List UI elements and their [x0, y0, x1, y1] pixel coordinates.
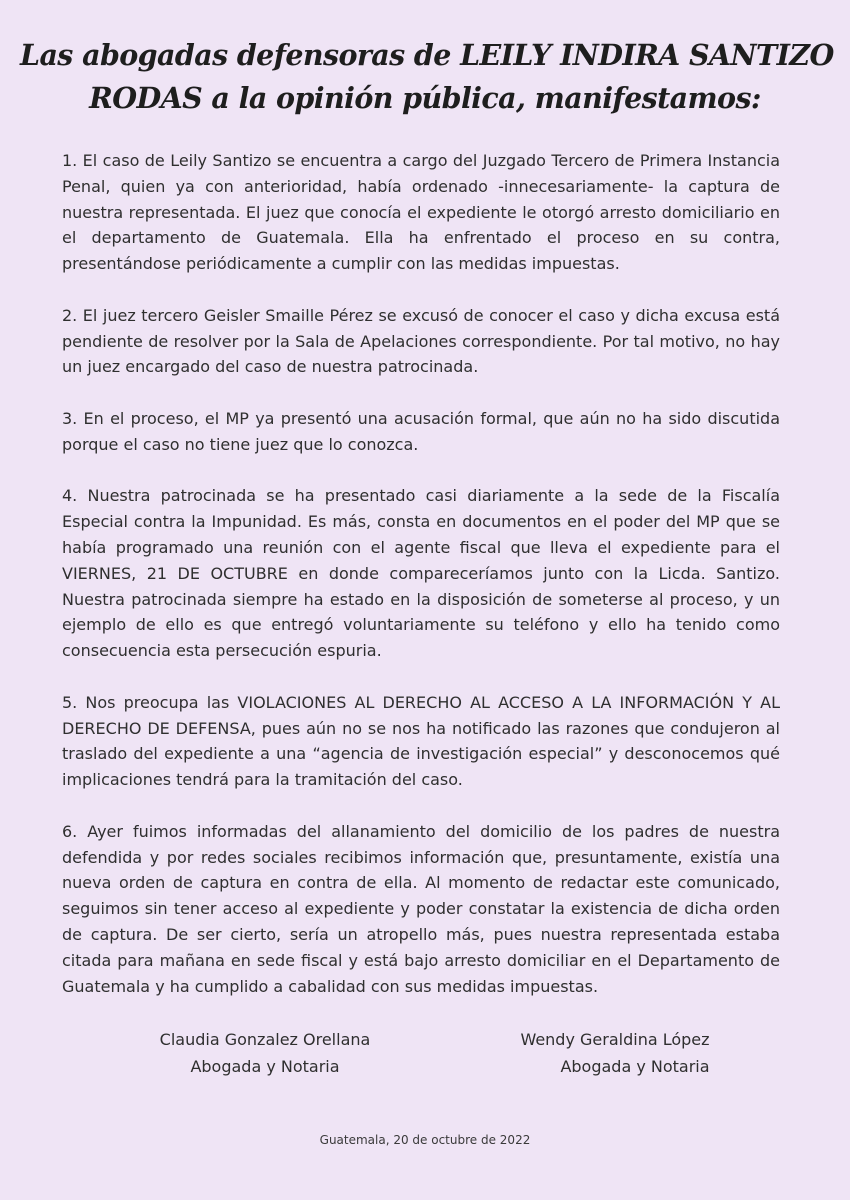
signature-role: Abogada y Notaria: [560, 1057, 710, 1076]
paragraph-2: 2. El juez tercero Geisler Smaille Pérez se excusó de conocer el caso y dicha excusa está pendiente de resolver por la Sala de Apelaciones correspondiente. Por tal motivo, no hay un juez encargado del caso de nuestra patrocinada.: [62, 305, 780, 377]
document-title: [20, 34, 834, 120]
signature-block-left: [140, 1026, 390, 1080]
title-line-2: RODAS a la opinión pública, manifestamos:: [89, 81, 761, 115]
paragraph-3: 3. En el proceso, el MP ya presentó una acusación formal, que aún no ha sido discutida porque el caso no tiene juez que lo conozca.: [62, 408, 780, 454]
paragraph-5: 5. Nos preocupa las VIOLACIONES AL DERECHO AL ACCESO A LA INFORMACIÓN Y AL DERECHO DE DEFENSA, pues aún no se nos ha notificado las razones que condujeron al traslado del expediente a una “agencia de investigación especial” y desconocemos qué implicaciones tendrá para la tramitación del caso.: [62, 692, 780, 790]
signature-block-right: [490, 1026, 740, 1080]
signature-name: Claudia Gonzalez Orellana: [159, 1030, 371, 1049]
title-line-1: Las abogadas defensoras de LEILY INDIRA SANTIZO: [20, 38, 834, 72]
paragraph-4: 4. Nuestra patrocinada se ha presentado casi diariamente a la sede de la Fiscalía Especial contra la Impunidad. Es más, consta en documentos en el poder del MP que se había programado una reunión con el agente fiscal que lleva el expediente para el VIERNES, 21 DE OCTUBRE en donde compareceríamos junto con la Licda. Santizo. Nuestra patrocinada siempre ha estado en la disposición de someterse al proceso, y un ejemplo de ello es que entregó voluntariamente su teléfono y ello ha tenido como consecuencia esta persecución espuria.: [62, 486, 780, 661]
signature-role: Abogada y Notaria: [190, 1057, 340, 1076]
paragraph-6: 6. Ayer fuimos informadas del allanamiento del domicilio de los padres de nuestra defendida y por redes sociales recibimos información que, presuntamente, existía una nueva orden de captura en contra de ella. Al momento de redactar este comunicado, seguimos sin tener acceso al expediente y poder constatar la existencia de dicha orden de captura. De ser cierto, sería un atropello más, pues nuestra representada estaba citada para mañana en sede fiscal y está bajo arresto domiciliar en el Departamento de Guatemala y ha cumplido a cabalidad con sus medidas impuestas.: [62, 821, 780, 996]
signature-name: Wendy Geraldina López: [520, 1030, 710, 1049]
document-body: [62, 148, 780, 1025]
paragraph-1: 1. El caso de Leily Santizo se encuentra a cargo del Juzgado Tercero de Primera Instancia Penal, quien ya con anterioridad, había ordenado -innecesariamente- la captura de nuestra representada. El juez que conocía el expediente le otorgó arresto domiciliario en el departamento de Guatemala. Ella ha enfrentado el proceso en su contra, presentándose periódicamente a cumplir con las medidas impuestas.: [62, 151, 780, 274]
document-date: Guatemala, 20 de octubre de 2022: [319, 1133, 531, 1147]
